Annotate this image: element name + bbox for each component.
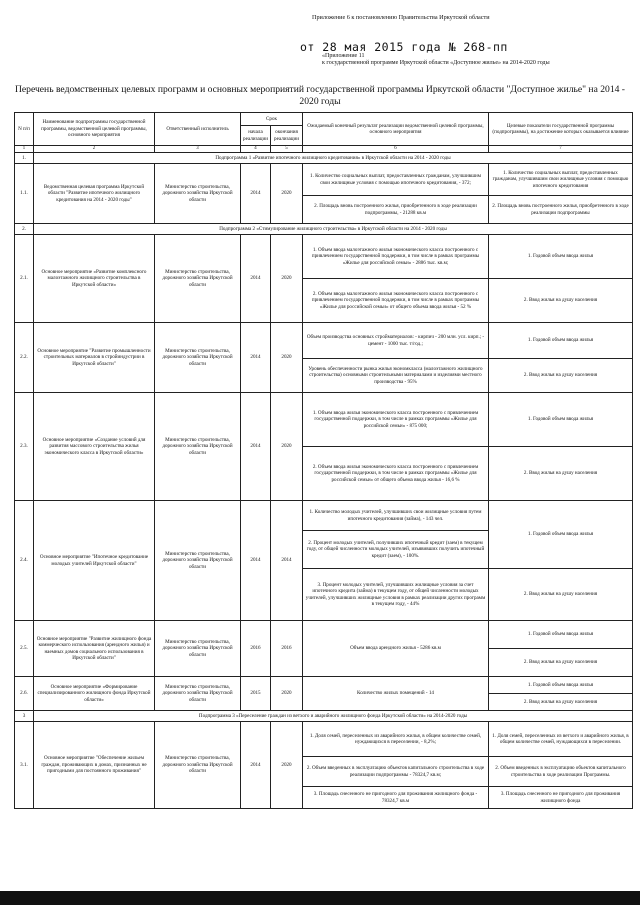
row-result: 1. Объем ввода малоэтажного жилья экономического класса построенного с привлечением государственной поддержки, в том числе в рамках программы «Жилье для российской семьи» - 2886 тыс. кв.м; <box>303 235 489 279</box>
state-program-note: к государственной программе Иркутской области «Доступное жилье» на 2014-2020 годы <box>322 60 550 66</box>
row-indicator: 2. Ввод жилья на душу населения <box>489 359 633 393</box>
col-result-header: Ожидаемый конечный результат реализации ведомственной целевой программы, основного мероприятия <box>303 113 489 146</box>
row-executor: Министерство строительства, дорожного хозяйства Иркутской области <box>155 501 241 621</box>
col-number: 1 <box>15 146 34 153</box>
row-result: 3. Площадь снесенного не пригодного для проживания жилищного фонда - 78324,7 кв.м <box>303 787 489 809</box>
row-indicator: 2. Ввод жилья на душу населения <box>489 279 633 323</box>
row-num: 2.2. <box>15 323 34 393</box>
row-start: 2016 <box>241 621 271 677</box>
row-end: 2020 <box>271 677 303 711</box>
row-indicator: 1. Годовой объем ввода жилья <box>489 393 633 447</box>
row-indicator: 1. Годовой объем ввода жилья <box>489 235 633 279</box>
row-result: Объем ввода арендного жилья - 5286 кв.м <box>303 621 489 677</box>
row-result: 1. Количество социальных выплат, предоставленных гражданам, улучшившим свои жилищные условия с помощью ипотечного кредитования, - 372; <box>303 164 489 196</box>
subprogram-title: Подпрограмма 2 «Стимулирование жилищного строительства» в Иркутской области на 2014 - 2020 годы <box>34 224 633 235</box>
scan-edge-bar <box>0 891 640 905</box>
row-indicator: 1. Доля семей, переселенных из ветхого и аварийного жилья, в общем количестве семей, нуждающихся в переселении. <box>489 722 633 757</box>
decree-date: от 28 мая 2015 года № 268-пп <box>300 40 508 54</box>
row-indicator: 2. Ввод жилья на душу населения <box>489 649 633 677</box>
row-indicator: 1. Годовой объем ввода жилья <box>489 501 633 569</box>
col-number: 6 <box>303 146 489 153</box>
row-end: 2020 <box>271 393 303 501</box>
row-result: 3. Процент молодых учителей, улучшивших жилищные условия за счет ипотечного кредита (займа) в текущем году, от общей численности молодых учителей, улучшивших жилищные условия в рамках реализации других программ в текущем году, - 44% <box>303 569 489 621</box>
row-indicator: 2. Ввод жилья на душу населения <box>489 694 633 711</box>
col-end-header: окончания реализации <box>271 126 303 146</box>
row-start: 2015 <box>241 677 271 711</box>
col-number: 4 <box>241 146 271 153</box>
row-result: 1. Количество молодых учителей, улучшивших свои жилищные условия путем ипотечного кредитования (займа), - 143 чел. <box>303 501 489 531</box>
row-indicator: 1. Количество социальных выплат, предоставленных гражданам, улучшившим свои жилищные условия с помощью ипотечного кредитования <box>489 164 633 196</box>
row-name: Основное мероприятие "Развитие жилищного фонда коммерческого использования (арендного жилья) и наемных домов социального использования в Иркутской области" <box>34 621 155 677</box>
row-result: 1. Доля семей, переселенных из аварийного жилья, в общем количестве семей, нуждающихся в переселении, - 8,2%; <box>303 722 489 757</box>
subprogram-title: Подпрограмма 3 «Переселение граждан из ветхого и аварийного жилищного фонда Иркутской области» на 2014-2020 годы <box>34 711 633 722</box>
row-result: 2. Процент молодых учителей, получивших ипотечный кредит (заем) в текущем году, от общей численности молодых учителей, изъявивших получить ипотечный кредит (заем), - 100%. <box>303 531 489 569</box>
row-result: 1. Объем ввода жилья экономического класса построенного с привлечением государственной поддержки, в том числе в рамках программы «Жилье для российской семьи» - 875 000; <box>303 393 489 447</box>
row-indicator: 2. Объем введенных в эксплуатацию объектов капитального строительства в ходе реализации Программы. <box>489 757 633 787</box>
col-indicators-header: Целевые показатели государственной программы (подпрограммы), на достижение которых оказывается влияние <box>489 113 633 146</box>
row-result: 2. Объем ввода жилья экономического класса построенного с привлечением государственной поддержки, в том числе в рамках программы «Жилье для российской семьи» от общего объема ввода жилья - 16,6 % <box>303 447 489 501</box>
row-num: 2.1. <box>15 235 34 323</box>
programs-table <box>14 112 633 809</box>
row-num: 2.6. <box>15 677 34 711</box>
col-executor-header: Ответственный исполнитель <box>155 113 241 146</box>
row-name: Ведомственная целевая программа Иркутской области "Развитие ипотечного жилищного кредитования на 2014 - 2020 годы" <box>34 164 155 224</box>
row-executor: Министерство строительства, дорожного хозяйства Иркутской области <box>155 164 241 224</box>
row-result: 2. Объем введенных в эксплуатацию объектов капитального строительства в ходе реализации подпрограммы - 78324,7 кв.м; <box>303 757 489 787</box>
row-num: 2.5. <box>15 621 34 677</box>
col-number: 3 <box>155 146 241 153</box>
page-title: Перечень ведомственных целевых программ и основных мероприятий государственной программы Иркутской области "Доступное жилье" на 2014 - 2020 годы <box>14 84 626 107</box>
row-indicator: 2. Ввод жилья на душу населения <box>489 569 633 621</box>
row-indicator: 2. Ввод жилья на душу населения <box>489 447 633 501</box>
row-end: 2020 <box>271 164 303 224</box>
row-end: 2020 <box>271 235 303 323</box>
col-term-header: Срок <box>241 113 303 126</box>
subprogram-num: 1. <box>15 153 34 164</box>
row-result: 2. Площадь вновь построенного жилья, приобретенного в ходе реализации подпрограммы, - 21288 кв.м <box>303 196 489 224</box>
col-start-header: начала реализации <box>241 126 271 146</box>
row-executor: Министерство строительства, дорожного хозяйства Иркутской области <box>155 235 241 323</box>
col-number: 2 <box>34 146 155 153</box>
row-end: 2020 <box>271 722 303 809</box>
subprogram-num: 3 <box>15 711 34 722</box>
subprogram-num: 2. <box>15 224 34 235</box>
row-start: 2014 <box>241 722 271 809</box>
row-num: 2.3. <box>15 393 34 501</box>
row-executor: Министерство строительства, дорожного хозяйства Иркутской области <box>155 621 241 677</box>
row-executor: Министерство строительства, дорожного хозяйства Иркутской области <box>155 393 241 501</box>
row-name: Основное мероприятие "Обеспечение жильем граждан, проживающих в домах, признанных не пригодными для постоянного проживания" <box>34 722 155 809</box>
col-num-header: N п/п <box>15 113 34 146</box>
row-start: 2014 <box>241 235 271 323</box>
col-name-header: Наименование подпрограммы государственной программы, ведомственной целевой программы, основного мероприятия <box>34 113 155 146</box>
subprogram-title: Подпрограмма 1 «Развитие ипотечного жилищного кредитования» в Иркутской области на 2014 - 2020 годы <box>34 153 633 164</box>
row-indicator: 3. Площадь снесенного не пригодного для проживания жилищного фонда <box>489 787 633 809</box>
row-executor: Министерство строительства, дорожного хозяйства Иркутской области <box>155 677 241 711</box>
row-indicator: 1. Годовой объем ввода жилья <box>489 677 633 694</box>
row-num: 3.1. <box>15 722 34 809</box>
row-indicator: 2. Площадь вновь построенного жилья, приобретенного в ходе реализации подпрограммы <box>489 196 633 224</box>
row-indicator: 1. Годовой объем ввода жилья <box>489 323 633 359</box>
row-name: Основное мероприятие «Развитие комплексного малоэтажного жилищного строительства в Иркутской области» <box>34 235 155 323</box>
col-number: 7 <box>489 146 633 153</box>
row-end: 2020 <box>271 323 303 393</box>
row-name: Основное мероприятие «Формирование специализированного жилищного фонда Иркутской области» <box>34 677 155 711</box>
row-start: 2014 <box>241 393 271 501</box>
row-num: 2.4. <box>15 501 34 621</box>
row-end: 2016 <box>271 621 303 677</box>
row-name: Основное мероприятие "Развитие промышленности строительных материалов в стройиндустрии в Иркутской области" <box>34 323 155 393</box>
row-start: 2014 <box>241 164 271 224</box>
row-result: Уровень обеспеченности рынка жилья экономкласса (малоэтажного жилищного строительства) основными строительными материалами и изделиями местного производства - 95% <box>303 359 489 393</box>
row-name: Основное мероприятие "Ипотечное кредитование молодых учителей Иркутской области" <box>34 501 155 621</box>
row-name: Основное мероприятие «Создание условий для развития массового строительства жилья экономического класса в Иркутской области» <box>34 393 155 501</box>
row-result: Объем производства основных стройматериалов: - кирпич - 200 млн. усл. кирп.; - цемент - 1000 тыс. т/год.; <box>303 323 489 359</box>
appendix-11-note: «Приложение 11 <box>322 53 365 59</box>
row-end: 2014 <box>271 501 303 621</box>
row-result: 2. Объем ввода малоэтажного жилья экономического класса построенного с привлечением государственной поддержки, в том числе в рамках программы «Жилье для российской семьи» от общего объема ввода жилья - 52 % <box>303 279 489 323</box>
col-number: 5 <box>271 146 303 153</box>
appendix-note: Приложение 6 к постановлению Правительства Иркутской области <box>312 14 490 21</box>
row-start: 2014 <box>241 501 271 621</box>
row-num: 1.1. <box>15 164 34 224</box>
row-executor: Министерство строительства, дорожного хозяйства Иркутской области <box>155 722 241 809</box>
row-indicator: 1. Годовой объем ввода жилья <box>489 621 633 649</box>
row-result: Количество жилых помещений - 14 <box>303 677 489 711</box>
row-executor: Министерство строительства, дорожного хозяйства Иркутской области <box>155 323 241 393</box>
row-start: 2014 <box>241 323 271 393</box>
